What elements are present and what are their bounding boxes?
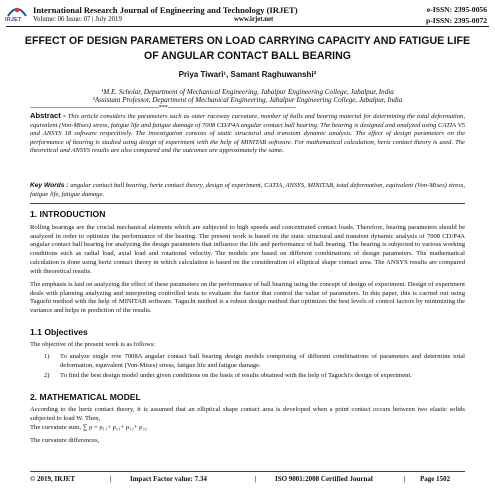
- separator-line: ---------------------------------------------------------------------***---------------------------------------------------------------------: [30, 104, 297, 111]
- footer-copyright: © 2019, IRJET: [30, 475, 76, 483]
- journal-header: [6, 4, 489, 26]
- abstract-text: This article considers the parameters such as outer raceway curvature, number of balls and bearing material for determining the total deformation, equivalent (Von-Mises) stress, fatigue life and fatigue damage of 7008 CD/P4A angular contact ball bearing. The bearing is designed and analyzed using CATIA V5 and ANSYS 18 software respectively. The investigation consists of static structural and transient dynamic analysis. The effect of design parameters on the performance of bearing is studied using design of experiment with the help of MINITAB software. For mathematical calculation, hertz contact theory is used. The theoretical and ANSYS results are also compared and the outcomes are approximately the same.: [30, 113, 465, 155]
- footer-separator: |: [255, 475, 257, 483]
- curvature-sum-equation: The curvature sum, ∑ ρ = ρ₁₁+ ρ₂₁+ ρ₁₂+ ρ₂₂: [30, 424, 148, 431]
- footer-separator: |: [404, 475, 406, 483]
- objective-item-2: [44, 372, 465, 381]
- objective-text: To analyze single row 7008A angular contact ball bearing design models comprising of different combinations of parameters and determine total deformation, equivalent (Von-Mises) stress, fatigue life and fatigue damage.: [60, 353, 465, 369]
- keywords: [30, 182, 465, 199]
- keywords-label: Key Words :: [30, 182, 69, 189]
- section-heading-introduction: 1. INTRODUCTION: [30, 209, 106, 219]
- math-paragraph-1: According to the hertz contact theory, it is assumed that an elliptical shape contact area is developed when a point contact occurs between two elastic solids subjected to load W. Then,: [30, 406, 465, 422]
- objectives-intro: The objective of the present work is as follows:: [30, 341, 156, 348]
- journal-website-link[interactable]: www.irjet.net: [234, 15, 274, 23]
- objective-item-1: [44, 353, 465, 370]
- keywords-text: angular contact ball bearing, hertz contact theory, design of experiment, CATIA, ANSYS, MINITAB, total deformation, equivalent (Von-Mises) stress, fatigue life, fatigue damage.: [30, 182, 465, 198]
- section-heading-mathematical-model: 2. MATHEMATICAL MODEL: [30, 392, 141, 402]
- abstract: [30, 112, 465, 156]
- paper-authors: Priya Tiwari¹, Samant Raghuwanshi²: [178, 70, 317, 79]
- footer-divider: [30, 471, 465, 472]
- footer-separator: |: [110, 475, 112, 483]
- logo-arc-icon: [6, 4, 28, 18]
- footer-iso: ISO 9001:2008 Certified Journal: [275, 475, 373, 483]
- abstract-label: Abstract -: [30, 111, 66, 120]
- intro-paragraph-2: The emphasis is laid on analyzing the effect of these parameters on the performance of ball bearing using the concept of design of experiment. Design of experiment deals with planning analyzing and interpreting controlled tests to evaluate the factor that control the value of parameters. In this paper, this is carried out using Taguchi method with the help of MINITAB software. Taguchi method is a robust design method that optimizes the best levels of control factors by minimizing the variance and helps in prediction of the results.: [30, 281, 465, 315]
- curvature-difference-label: The curvature differences,: [30, 437, 100, 444]
- footer-page-number: Page 1502: [420, 475, 451, 483]
- irjet-logo: [6, 4, 28, 24]
- pissn: p-ISSN: 2395-0072: [426, 15, 487, 25]
- section-heading-objectives: 1.1 Objectives: [30, 327, 88, 337]
- journal-name: International Research Journal of Engineering and Technology (IRJET): [33, 5, 298, 15]
- header-divider: [6, 26, 489, 27]
- objective-number: 1): [44, 353, 50, 360]
- objective-number: 2): [44, 372, 50, 379]
- eissn: e-ISSN: 2395-0056: [426, 5, 487, 14]
- abstract-divider: [30, 203, 465, 204]
- affiliation-1: ¹M.E. Scholar, Department of Mechanical Engineering, Jabalpur Engineering College, Jabalpur, India: [101, 88, 394, 96]
- objective-text: To find the best design model under given conditions on the basis of results obtained with the help of Taguchi's design of experiment.: [60, 372, 412, 379]
- footer-impact-factor: Impact Factor value: 7.34: [130, 475, 207, 483]
- logo-text: IRJET: [5, 17, 22, 23]
- paper-title: EFFECT OF DESIGN PARAMETERS ON LOAD CARRYING CAPACITY AND FATIGUE LIFE OF ANGULAR CONTACT BALL BEARING: [24, 35, 471, 62]
- affiliation-2: ²Assistant Professor, Department of Mechanical Engineering, Jabalpur Engineering College, Jabalpur, India: [92, 96, 403, 104]
- intro-paragraph-1: Rolling bearings are the crucial mechanical elements which are subjected to high speeds and concentrated contact loads. Therefore, bearing parameters should be analyzed in order to optimize the performance of the bearing. The present work is based on the static structural and transient dynamic analysis of 7008 CD/P4A angular contact ball bearing for analyzing the design parameters that influence the life and performance of ball bearing. The bearing is subjected to various working conditions such as radial load, axial load and rotational velocity. The models are based on different combinations of design parameters. The mathematical calculation is done using hertz contact theory in which calculation is based on the consideration of elliptical shape contact area. The ANSYS results are compared with theoretical results.: [30, 224, 465, 275]
- volume-issue: Volume: 06 Issue: 07 | July 2019: [33, 15, 122, 23]
